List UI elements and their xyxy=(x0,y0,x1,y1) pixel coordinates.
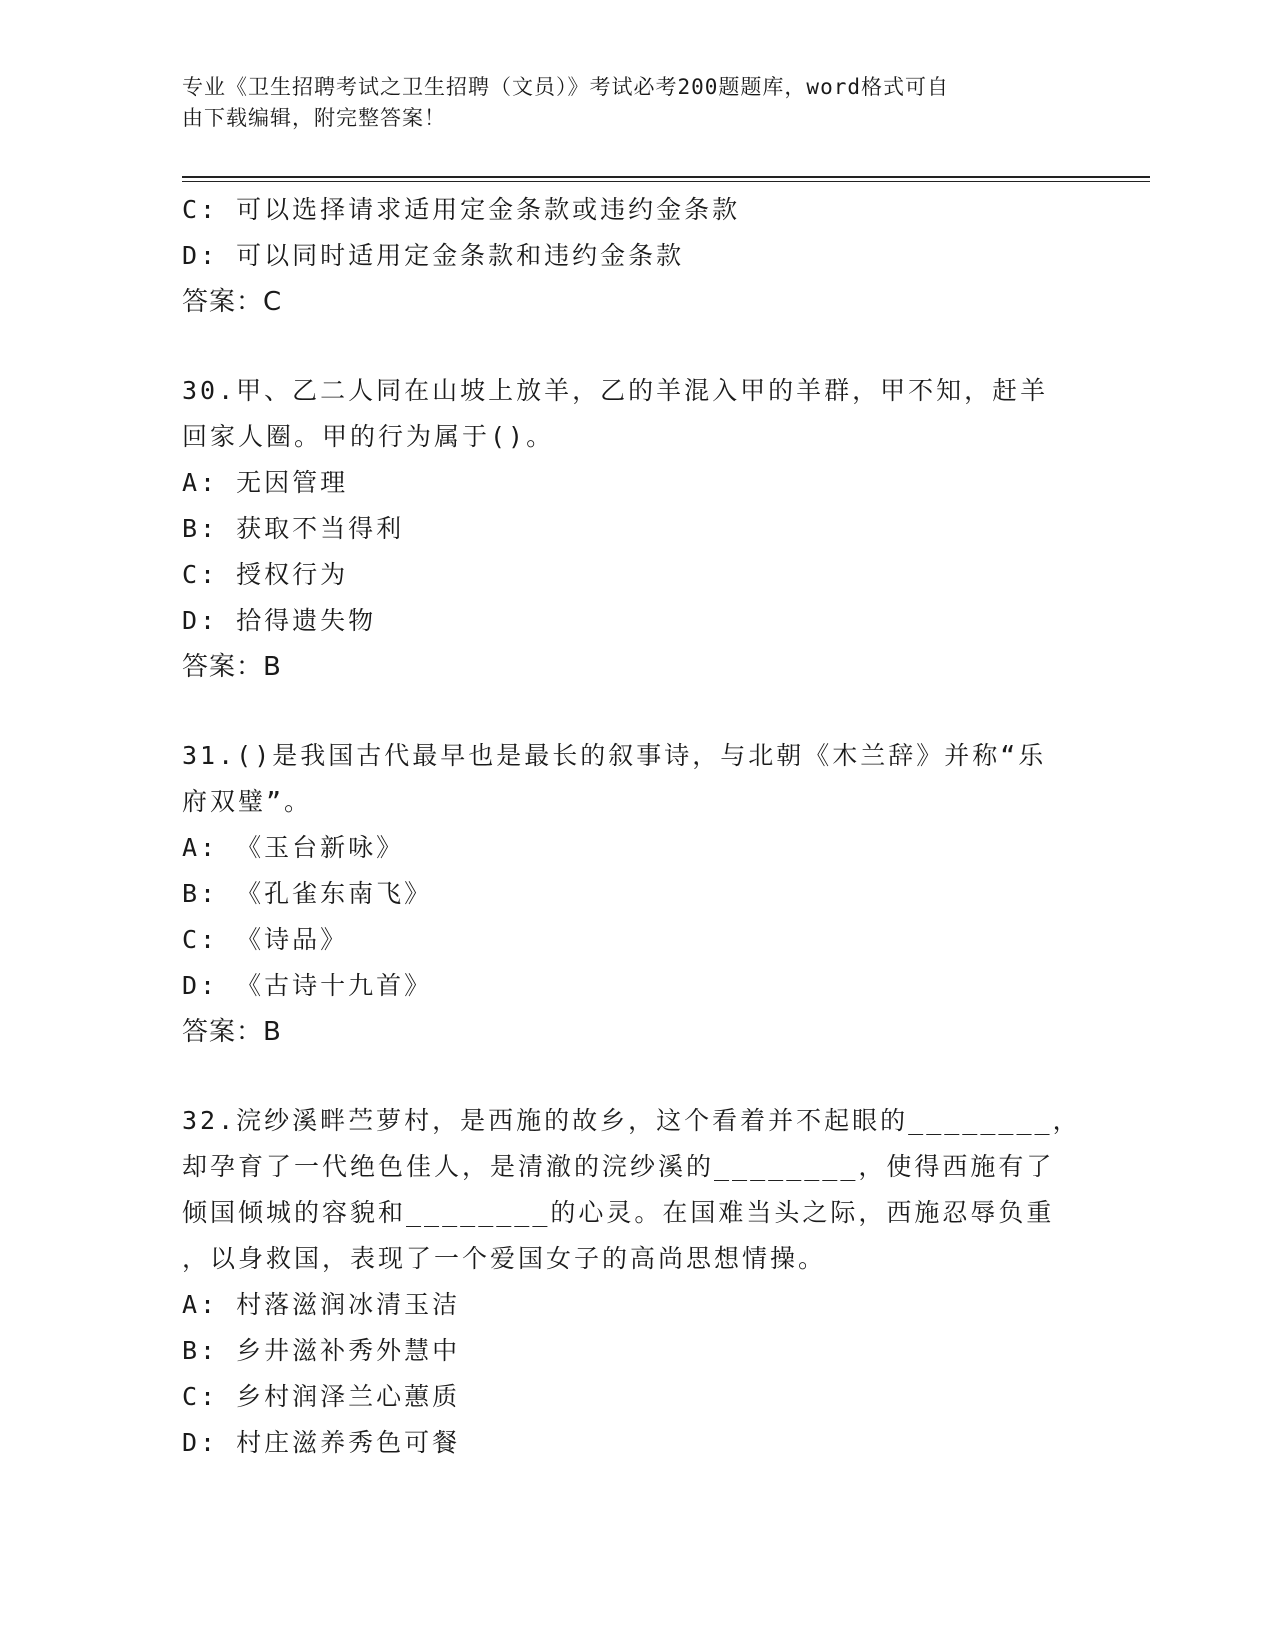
question-spacer xyxy=(182,325,1082,368)
header-divider-thin xyxy=(182,181,1150,182)
q32-stem-line-4: ，以身救国，表现了一个爱国女子的高尚思想情操。 xyxy=(182,1244,827,1273)
q30-option-c: C: 授权行为 xyxy=(182,560,349,589)
q32-option-d: D: 村庄滋养秀色可餐 xyxy=(182,1428,461,1457)
q32-option-b: B: 乡井滋补秀外慧中 xyxy=(182,1336,461,1365)
question-spacer xyxy=(182,1055,1082,1098)
document-header xyxy=(182,72,1062,134)
question-31 xyxy=(182,733,1082,1055)
q31-stem-line-1: 31.()是我国古代最早也是最长的叙事诗，与北朝《木兰辞》并称“乐 xyxy=(182,741,1047,770)
q31-answer: 答案：B xyxy=(182,1017,282,1047)
q30-option-d: D: 拾得遗失物 xyxy=(182,606,377,635)
q31-stem-line-2: 府双璧”。 xyxy=(182,787,313,816)
q32-option-c: C: 乡村润泽兰心蕙质 xyxy=(182,1382,461,1411)
q29-answer: 答案：C xyxy=(182,287,283,317)
q30-stem-line-2: 回家人圈。甲的行为属于()。 xyxy=(182,422,555,451)
question-32 xyxy=(182,1098,1082,1466)
q30-option-a: A: 无因管理 xyxy=(182,468,349,497)
q29-option-d: D: 可以同时适用定金条款和违约金条款 xyxy=(182,241,685,270)
q30-option-b: B: 获取不当得利 xyxy=(182,514,405,543)
question-29-tail xyxy=(182,187,1082,325)
q31-option-b: B: 《孔雀东南飞》 xyxy=(182,879,433,908)
q31-option-d: D: 《古诗十九首》 xyxy=(182,971,433,1000)
question-30 xyxy=(182,368,1082,690)
header-line-1: 专业《卫生招聘考试之卫生招聘（文员）》考试必考200题题库，word格式可自 xyxy=(182,75,949,99)
q30-stem-line-1: 30.甲、乙二人同在山坡上放羊，乙的羊混入甲的羊群，甲不知，赶羊 xyxy=(182,376,1049,405)
q32-stem-line-2: 却孕育了一代绝色佳人，是清澈的浣纱溪的________，使得西施有了 xyxy=(182,1152,1055,1181)
q29-option-c: C: 可以选择请求适用定金条款或违约金条款 xyxy=(182,195,741,224)
question-spacer xyxy=(182,690,1082,733)
q31-option-a: A: 《玉台新咏》 xyxy=(182,833,405,862)
q30-answer: 答案：B xyxy=(182,652,282,682)
header-line-2: 由下载编辑，附完整答案！ xyxy=(182,106,446,130)
q32-stem-line-3: 倾国倾城的容貌和________的心灵。在国难当头之际，西施忍辱负重 xyxy=(182,1198,1055,1227)
question-list xyxy=(182,187,1082,1466)
q31-option-c: C: 《诗品》 xyxy=(182,925,349,954)
header-divider-thick xyxy=(182,176,1150,178)
q32-option-a: A: 村落滋润冰清玉洁 xyxy=(182,1290,461,1319)
q32-stem-line-1: 32.浣纱溪畔苎萝村，是西施的故乡，这个看着并不起眼的________， xyxy=(182,1106,1081,1135)
